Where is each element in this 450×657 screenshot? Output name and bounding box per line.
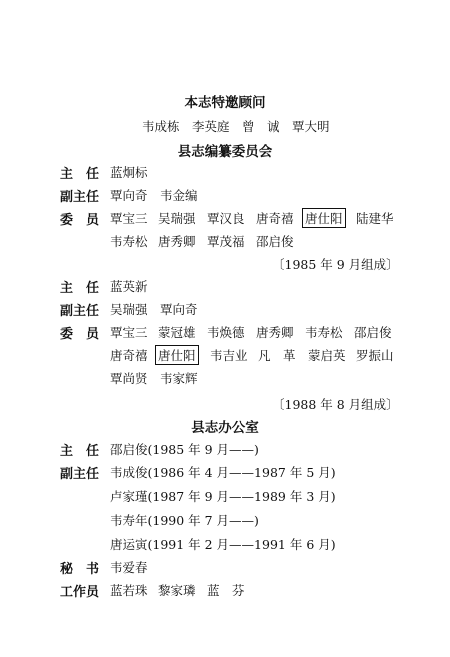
office-deputy-entry: 唐运寅(1991 年 2 月——1991 年 6 月) (110, 537, 336, 552)
office-deputy-entry: 韦成俊(1986 年 4 月——1987 年 5 月) (110, 465, 336, 480)
committee1-member-name: 唐奇禧 (256, 211, 294, 226)
committee2-member-name: 韦吉业 (210, 348, 248, 363)
committee2-member-name: 韦焕德 (207, 325, 245, 340)
committee1-member-name: 覃茂福 (207, 234, 245, 249)
committee1-formation-note: 〔1985 年 9 月组成〕 (272, 257, 399, 272)
committee2-deputy-label: 副主任 (60, 304, 100, 319)
committee2-member-name: 覃宝三 (110, 325, 148, 340)
committee1-member-name-boxed: 唐仕阳 (302, 208, 346, 228)
committee2-member-name: 韦寿松 (305, 325, 343, 340)
office-staff-name: 黎家璘 (158, 583, 196, 598)
committee1-member-name: 吴瑞强 (158, 211, 196, 226)
committee1-director-name: 蓝炯标 (110, 165, 148, 180)
office-staff-label: 工作员 (60, 585, 100, 600)
committee1-member-name: 邵启俊 (256, 234, 294, 249)
committee2-deputy-name: 吴瑞强 (110, 302, 148, 317)
committee2-member-name: 覃尚贤 (110, 371, 148, 386)
office-deputy-entry: 卢家瑾(1987 年 9 月——1989 年 3 月) (110, 489, 336, 504)
committee1-deputy-name: 韦金编 (160, 188, 198, 203)
committee2-member-name: 韦家辉 (160, 371, 198, 386)
office-staff-name: 蓝 芬 (207, 583, 245, 598)
committee2-member-name: 凡 革 (258, 348, 296, 363)
committee-title: 县志编纂委员会 (177, 144, 273, 160)
advisors-title: 本志特邀顾问 (184, 95, 266, 111)
committee1-member-name: 覃汉良 (207, 211, 245, 226)
office-deputy-label: 副主任 (60, 467, 100, 482)
advisors-names: 韦成栋 李英庭 曾 诚 覃大明 (142, 119, 330, 134)
committee2-member-name: 蒙启英 (308, 348, 346, 363)
office-secretary-label: 秘 书 (60, 562, 100, 577)
committee1-member-name: 覃宝三 (110, 211, 148, 226)
office-title: 县志办公室 (191, 420, 259, 436)
committee2-formation-note: 〔1988 年 8 月组成〕 (272, 397, 399, 412)
committee2-deputy-name: 覃向奇 (160, 302, 198, 317)
committee1-deputy-name: 覃向奇 (110, 188, 148, 203)
office-director-label: 主 任 (60, 444, 100, 459)
committee1-deputy-label: 副主任 (60, 190, 100, 205)
committee1-director-label: 主 任 (60, 167, 100, 182)
committee1-member-name: 唐秀卿 (158, 234, 196, 249)
office-staff-name: 蓝若珠 (110, 583, 148, 598)
committee2-member-name: 蒙冠雄 (158, 325, 196, 340)
committee1-member-name: 陆建华 (356, 211, 394, 226)
committee2-director-label: 主 任 (60, 281, 100, 296)
committee1-member-name: 韦寿松 (110, 234, 148, 249)
committee2-member-name: 罗振山 (356, 348, 394, 363)
committee2-member-name: 唐奇禧 (110, 348, 148, 363)
committee2-member-name: 唐秀卿 (256, 325, 294, 340)
office-secretary-name: 韦爱春 (110, 560, 148, 575)
committee2-director-name: 蓝英新 (110, 279, 148, 294)
committee2-member-name: 邵启俊 (354, 325, 392, 340)
committee2-member-name-boxed: 唐仕阳 (155, 345, 199, 365)
committee2-members-label: 委 员 (60, 327, 100, 342)
committee1-members-label: 委 员 (60, 213, 100, 228)
office-deputy-entry: 韦寿年(1990 年 7 月——) (110, 513, 259, 528)
office-director-entry: 邵启俊(1985 年 9 月——) (110, 442, 259, 457)
